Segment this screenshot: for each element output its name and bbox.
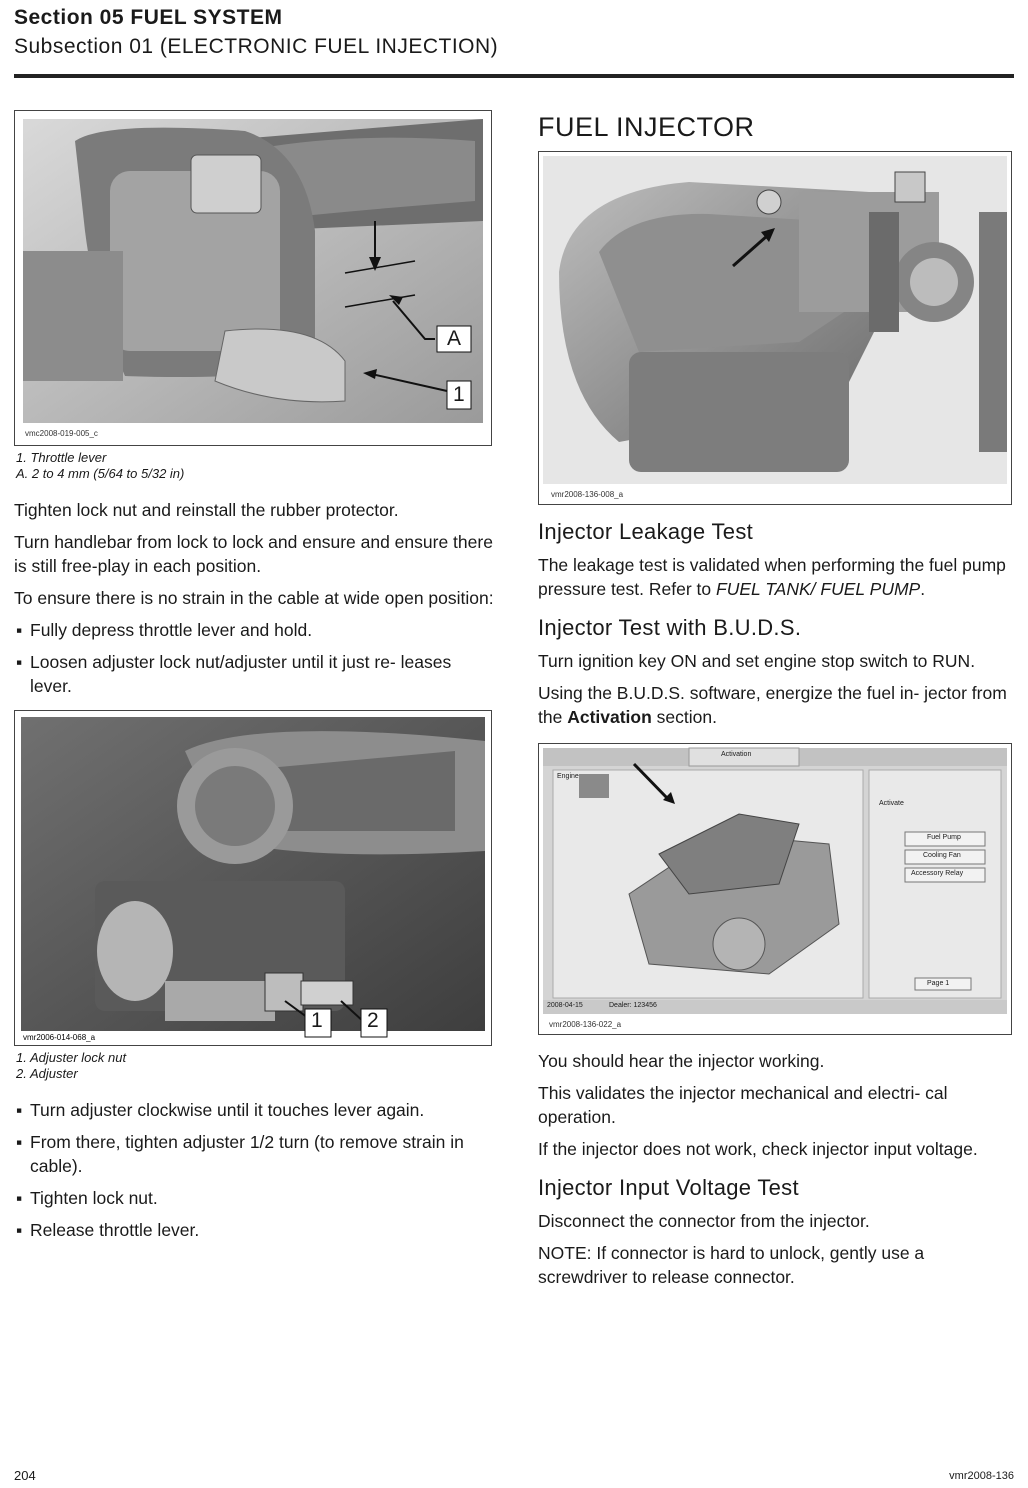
fuel-injector-photo <box>539 152 1011 504</box>
callout-a: A <box>447 327 462 350</box>
paragraph: To ensure there is no strain in the cable at wide open position: <box>14 588 494 608</box>
callout-1: 1 <box>311 1009 323 1032</box>
activation-term: Activation <box>567 707 652 727</box>
bullet-text: From there, tighten adjuster 1/2 turn (to remove strain in cable). <box>30 1132 464 1176</box>
accessory-relay-button: Accessory Relay <box>911 870 964 877</box>
bullet-text: Tighten lock nut. <box>30 1188 158 1208</box>
buds-screenshot-figure <box>538 743 1012 1035</box>
bullet-item: ▪ Fully depress throttle lever and hold. <box>16 620 313 640</box>
fuel-pump-button: Fuel Pump <box>927 834 961 841</box>
right-column <box>538 112 1018 1297</box>
caption-line: A. 2 to 4 mm (5/64 to 5/32 in) <box>16 466 185 481</box>
bullet-text: Loosen adjuster lock nut/adjuster until it just re- leases lever. <box>30 652 452 696</box>
section-heading: FUEL INJECTOR <box>538 112 755 142</box>
paragraph: If the injector does not work, check injector input voltage. <box>538 1139 978 1159</box>
throttle-lever-photo <box>15 111 491 445</box>
subheading: Injector Input Voltage Test <box>538 1175 799 1200</box>
paragraph: Disconnect the connector from the injector. <box>538 1211 870 1231</box>
bullet-text: Release throttle lever. <box>30 1220 200 1240</box>
header-rule <box>14 74 1014 78</box>
callout-1: 1 <box>453 383 465 406</box>
buds-text-end: section. <box>651 707 717 727</box>
figure-id: vmr2006-014-068_a <box>23 1033 96 1042</box>
callout-2: 2 <box>367 1009 379 1032</box>
adjuster-photo <box>15 711 491 1045</box>
bullet-item: ▪ Loosen adjuster lock nut/adjuster until it just re- leases lever. <box>16 652 452 696</box>
paragraph <box>538 681 1018 729</box>
activation-tab: Activation <box>721 751 752 758</box>
paragraph: This validates the injector mechanical and electri- cal operation. <box>538 1083 948 1127</box>
page-selector: Page 1 <box>927 980 950 987</box>
adjuster-figure <box>14 710 492 1046</box>
paragraph: Turn ignition key ON and set engine stop switch to RUN. <box>538 651 976 671</box>
buds-text: Using the B.U.D.S. software, energize the fuel in- jector from the <box>538 683 1007 727</box>
left-column <box>14 110 494 1250</box>
bullet-text: Turn adjuster clockwise until it touches lever again. <box>30 1100 425 1120</box>
paragraph: Turn handlebar from lock to lock and ensure and ensure there is still free-play in each position. <box>14 532 493 576</box>
activate-label: Activate <box>879 800 904 807</box>
status-date: 2008-04-15 <box>547 1002 583 1009</box>
figure-id: vmr2008-136-022_a <box>549 1020 622 1029</box>
cooling-fan-button: Cooling Fan <box>923 852 961 859</box>
leak-end: . <box>920 579 926 599</box>
figure-caption <box>16 450 494 482</box>
manual-reference: vmr2008-136 <box>949 1470 1014 1482</box>
bullet-item: ▪ Tighten lock nut. <box>16 1188 158 1208</box>
bullet-item: ▪ From there, tighten adjuster 1/2 turn (to remove strain in cable). <box>16 1132 464 1176</box>
cross-reference-link[interactable]: FUEL TANK/ FUEL PUMP <box>716 579 921 599</box>
figure-id: vmr2008-136-008_a <box>551 490 624 499</box>
figure-caption <box>16 1050 494 1082</box>
engine-label: Engine <box>557 773 579 780</box>
page-number: 204 <box>14 1468 36 1483</box>
subsection-title: Subsection 01 (ELECTRONIC FUEL INJECTION) <box>14 35 499 58</box>
leak-text: The leakage test is validated when performing the fuel pump pressure test. Refer to <box>538 555 1006 599</box>
section-title: Section 05 FUEL SYSTEM <box>14 6 283 29</box>
caption-line: 1. Adjuster lock nut <box>16 1050 127 1065</box>
paragraph: Tighten lock nut and reinstall the rubber protector. <box>14 500 399 520</box>
paragraph <box>538 553 1018 601</box>
figure-id: vmc2008-019-005_c <box>25 429 98 438</box>
caption-line: 1. Throttle lever <box>16 450 107 465</box>
paragraph: You should hear the injector working. <box>538 1051 825 1071</box>
caption-line: 2. Adjuster <box>16 1066 78 1081</box>
status-dealer: Dealer: 123456 <box>609 1002 657 1009</box>
buds-screenshot <box>539 744 1011 1034</box>
throttle-lever-figure <box>14 110 492 446</box>
bullet-text: Fully depress throttle lever and hold. <box>30 620 313 640</box>
bullet-item: ▪ Release throttle lever. <box>16 1220 200 1240</box>
note-paragraph: NOTE: If connector is hard to unlock, gently use a screwdriver to release connector. <box>538 1243 925 1287</box>
subheading: Injector Test with B.U.D.S. <box>538 615 802 640</box>
subheading: Injector Leakage Test <box>538 519 754 544</box>
fuel-injector-figure <box>538 151 1012 505</box>
bullet-item: ▪ Turn adjuster clockwise until it touches lever again. <box>16 1100 425 1120</box>
